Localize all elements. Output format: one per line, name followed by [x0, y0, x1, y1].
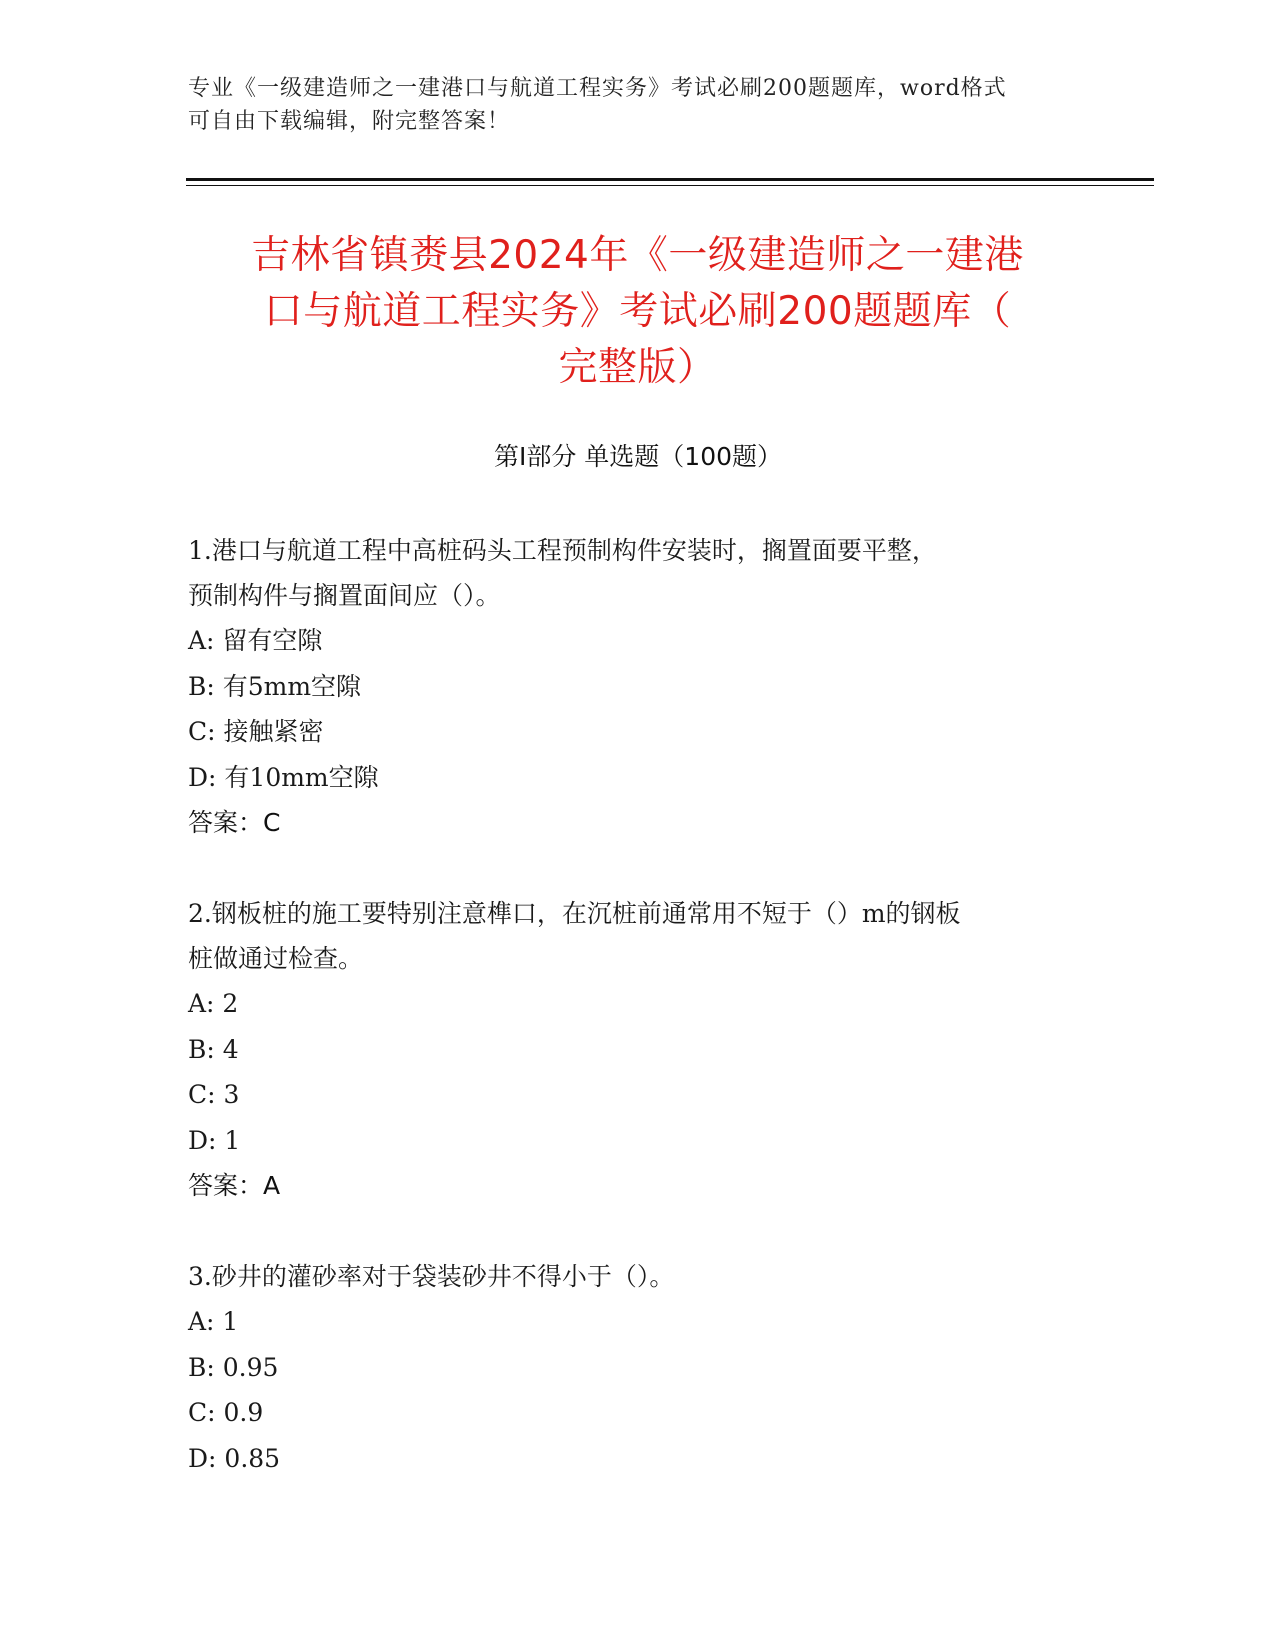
question-stem-line-1: 2.钢板桩的施工要特别注意榫口，在沉桩前通常用不短于（）m的钢板 — [188, 899, 961, 928]
question-stem-line-1: 3.砂井的灌砂率对于袋装砂井不得小于（）。 — [188, 1262, 675, 1291]
question-stem-line-2: 预制构件与搁置面间应（）。 — [188, 581, 501, 610]
option-d: D: 有10mm空隙 — [188, 762, 379, 792]
section-title: 第Ⅰ部分 单选题（100题） — [493, 442, 783, 471]
option-c: C: 3 — [188, 1080, 240, 1109]
question-stem — [188, 1254, 1088, 1299]
option-a: A: 2 — [188, 989, 239, 1018]
option-d: D: 1 — [188, 1125, 241, 1155]
option-b: B: 0.95 — [188, 1352, 279, 1382]
question-1 — [188, 528, 1088, 845]
header-note-line-2: 可自由下载编辑，附完整答案！ — [188, 109, 511, 134]
question-stem-line-1: 1.港口与航道工程中高桩码头工程预制构件安装时，搁置面要平整， — [188, 536, 937, 565]
header-note-line-1: 专业《一级建造师之一建港口与航道工程实务》考试必刷200题题库，word格式 — [188, 76, 1007, 101]
document-title-line-3: 完整版） — [558, 345, 717, 390]
header-note — [188, 72, 1068, 138]
option-c: C: 接触紧密 — [188, 717, 324, 746]
question-3 — [188, 1254, 1088, 1481]
option-b: B: 有5mm空隙 — [188, 671, 362, 701]
option-c: C: 0.9 — [188, 1398, 264, 1427]
document-title — [150, 228, 1125, 396]
answer-text: 答案：C — [188, 808, 281, 837]
question-stem-line-2: 桩做通过检查。 — [188, 944, 364, 973]
document-title-line-2: 口与航道工程实务》考试必刷200题题库（ — [263, 289, 1012, 334]
header-rule-thick — [186, 178, 1154, 181]
answer-text: 答案：A — [188, 1171, 281, 1200]
question-stem — [188, 891, 1088, 981]
header-rule-thin — [186, 185, 1154, 186]
document-title-line-1: 吉林省镇赉县2024年《一级建造师之一建港 — [251, 233, 1024, 278]
question-stem — [188, 528, 1088, 618]
option-a: A: 1 — [188, 1307, 239, 1336]
option-a: A: 留有空隙 — [188, 626, 323, 655]
option-b: B: 4 — [188, 1034, 239, 1064]
question-2 — [188, 891, 1088, 1208]
question-list — [188, 528, 1088, 1527]
option-d: D: 0.85 — [188, 1443, 281, 1473]
